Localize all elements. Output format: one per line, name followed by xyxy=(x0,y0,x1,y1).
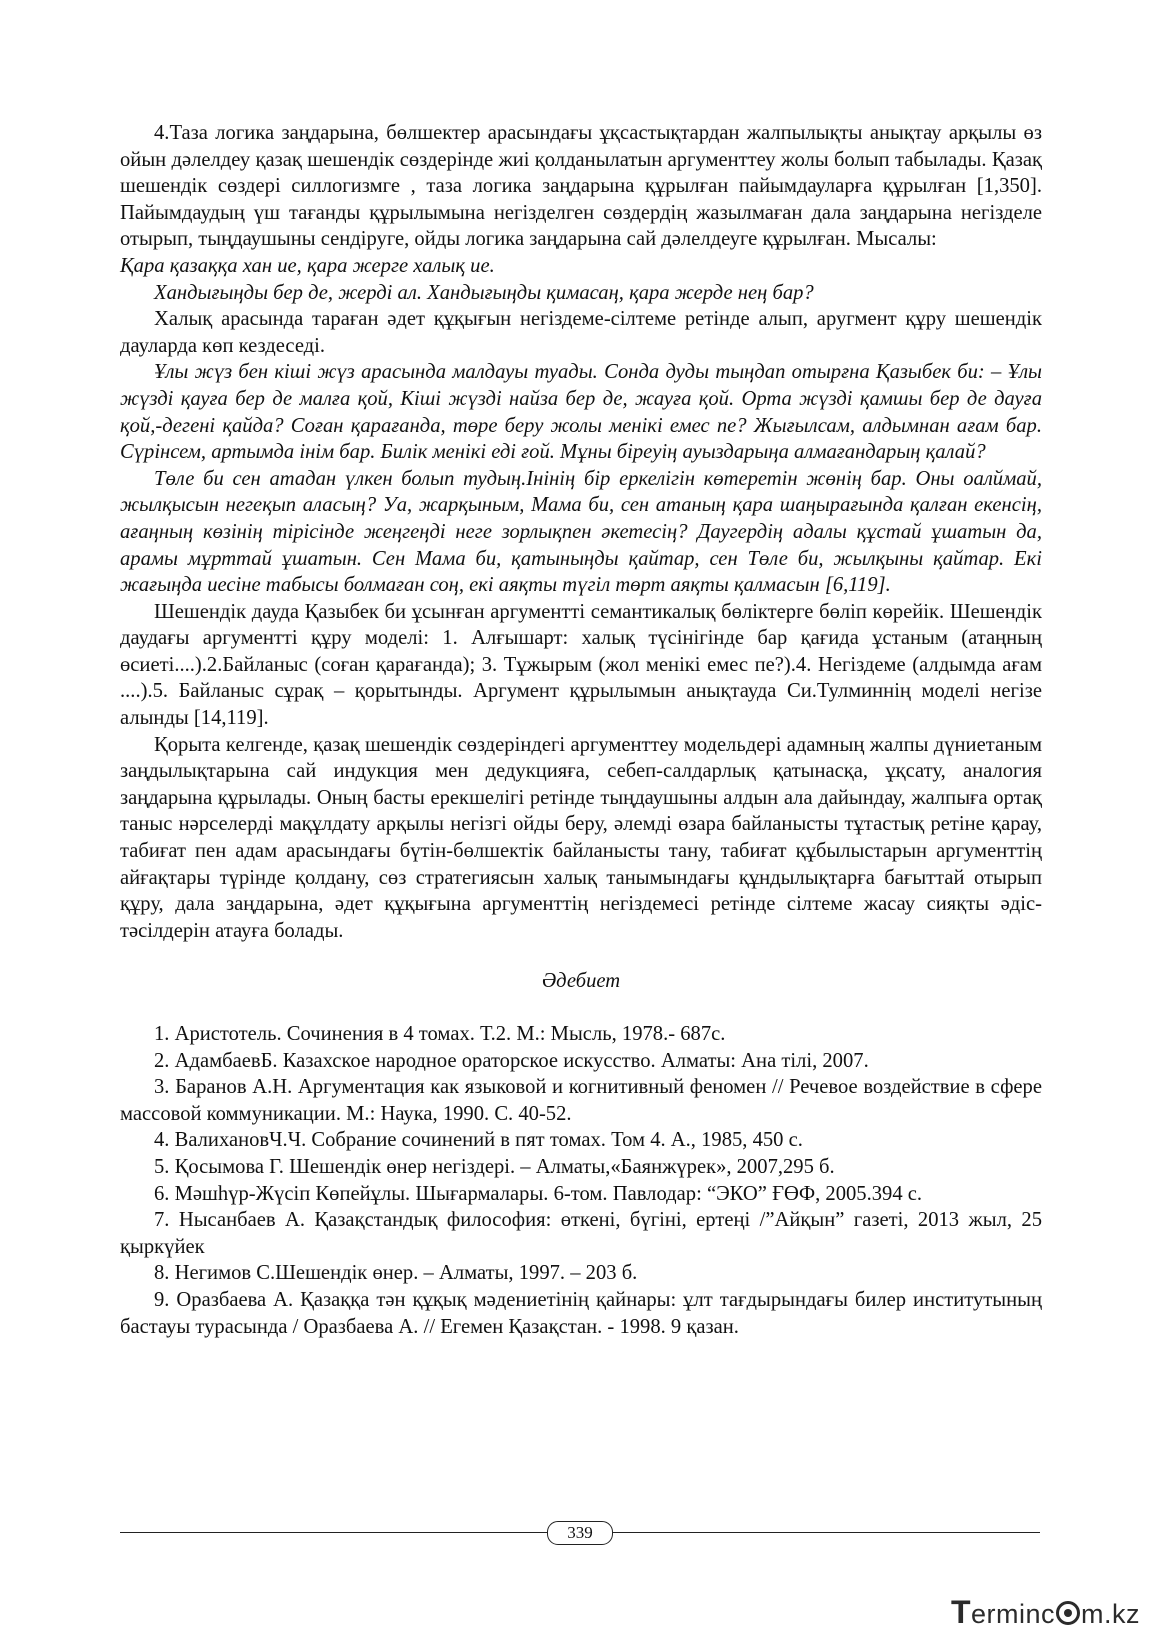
quote-4: Төле би сен атадан үлкен болып тудың.Інінің бір еркелігін көтеретін жөнің бар. Оны оалймай, жылқысын негеқып аласың? Уа, жарқыным, Мама би, сен атаның қара шаңырағында қалған екенсің, ағаңның көзінің тірісінде жеңгеңді неге зорлықпен әкетесің? Даугердің адалы құстай ұшатын да, арамы мұрттай ұшатын. Сен Мама би, қатыныңды қайтар, сен Төле би, жылқыны қайтар. Екі жағыңда иесіне табысы болмаған соң, екі аяқты түгіл төрт аяқты қалмасын [6,119]. xyxy=(120,467,1042,597)
reference-item: 1. Аристотель. Сочинения в 4 томах. Т.2. М.: Мысль, 1978.- 687с. xyxy=(154,1023,726,1045)
watermark-first-letter: T xyxy=(950,1594,971,1630)
body-paragraph-1: 4.Таза логика заңдарына, бөлшектер арасындағы ұқсастықтардан жалпылықты анықтау арқылы өз ойын дәлелдеу қазақ шешендік сөздерінде жиі қолданылатын аргументтеу жолы болып табылады. Қазақ шешендік сөздері силлогизмге , таза логика заңдарына құрылған пайымдауларға құрылған [1,350]. Пайымдаудың үш тағанды құрылымына негізделген сөздердің жазылмаған дала заңдарына негізделе отырып, тыңдаушыны сендіруге, ойды логика заңдарына сай дәлелдеуге құрылған. Мысалы: xyxy=(120,122,1042,251)
quote-1: Қара қазаққа хан ие, қара жерге халық ие. xyxy=(120,254,495,277)
reference-item: 6. Мәшһүр-Жүсіп Көпейұлы. Шығармалары. 6-том. Павлодар: “ЭКО” ҒӨФ, 2005.394 с. xyxy=(154,1182,923,1205)
body-paragraph-4: Қорыта келгенде, қазақ шешендік сөздеріндегі аргументтеу модельдері адамның жалпы дүниетаным заңдылықтарына сай индукция мен дедукцияға, себеп-салдарлық қатынасқа, ұқсату, аналогия заңдарына құрылады. Оның басты ерекшелігі ретінде тыңдаушыны алдын ала дайындау, жалпыға ортақ таныс нәрселерді мақұлдату арқылы негізгі ойды беру, әлемді өзара байланысты тұтастық ретіне қарау, табиғат пен адам арасындағы бүтін-бөлшектік байланысты тану, табиғат құбылыстарын аргументтің айғақтары түрінде қолдану, сөз стратегиясын халық танымындағы құндылықтарға бағыттай отырып құру, дала заңдарына, әдет құқығына аргументтің негіздемесі ретінде сілтеме жасау сияқты әдіс-тәсілдерін атауға болады. xyxy=(120,733,1042,942)
references-heading: Әдебиет xyxy=(541,970,621,993)
reference-item: 2. АдамбаевБ. Казахское народное ораторское искусство. Алматы: Ана тілі, 2007. xyxy=(154,1049,869,1072)
reference-item: 8. Негимов С.Шешендік өнер. – Алматы, 1997. – 203 б. xyxy=(154,1262,638,1285)
footer-rule-left xyxy=(120,1532,547,1533)
page-number: 339 xyxy=(547,1521,613,1545)
reference-item: 7. Нысанбаев А. Қазақстандық философия: өткені, бүгіні, ертеңі /”Айқын” газеті, 2013 жыл, 25 қыркүйек xyxy=(120,1209,1042,1258)
reference-item: 5. Қосымова Г. Шешендік өнер негіздері. – Алматы,«Баянжүрек», 2007,295 б. xyxy=(154,1155,835,1178)
reference-item: 4. ВалихановЧ.Ч. Собрание сочинений в пят томах. Том 4. А., 1985, 450 с. xyxy=(154,1129,803,1152)
reference-item: 9. Оразбаева А. Қазаққа тән құқық мәдениетінің қайнары: ұлт тағдырындағы билер институтының бастауы турасында / Оразбаева А. // Егемен Қазақстан. - 1998. 9 қазан. xyxy=(120,1288,1042,1338)
watermark-logo xyxy=(951,1595,1140,1629)
page-content xyxy=(120,120,1042,1340)
body-paragraph-3: Шешендік дауда Қазыбек би ұсынған аргументті семантикалық бөліктерге бөліп көрейік. Шешендік даудағы аргументті құру моделі: 1. Алғышарт: халық түсінігінде бар қағида ұстаным (атаңның өсиеті....).2.Байланыс (соған қарағанда); 3. Тұжырым (жол менікі емес пе?).4. Негіздеме (алдымда ағам ....).5. Байланыс сұрақ – қорытынды. Аргумент құрылымын анықтауда Си.Тулминнің моделі негізе алынды [14,119]. xyxy=(120,600,1042,730)
watermark-end: m.kz xyxy=(1081,1599,1140,1629)
footer-rule-right xyxy=(613,1532,1040,1533)
quote-2: Хандығыңды бер де, жерді ал. Хандығыңды қимасаң, қара жерде нең бар? xyxy=(154,281,814,304)
quote-3: Ұлы жүз бен кіші жүз арасында малдауы туады. Сонда дуды тыңдап отырғна Қазыбек би: – Ұлы жүзді қауға бер де малға қой, Кіші жүзді найза бер де, жауға қой. Орта жүзді қамшы бер де дауға қой,-дегені қайда? Соған қарағанда, төре беру жолы менікі емес пе? Жығылсам, алдымнан ағам бар. Сүрінсем, артымда інім бар. Билік менікі еді ғой. Мұны біреуің ауыздарыңа алмағандарың қалай? xyxy=(120,361,1042,464)
watermark-middle: erminc xyxy=(970,1599,1055,1629)
body-paragraph-2: Халық арасында тараған әдет құқығын негіздеме-сілтеме ретінде алып, аругмент құру шешендік дауларда көп кездеседі. xyxy=(120,308,1042,357)
reference-item: 3. Баранов А.Н. Аргументация как языковой и когнитивный феномен // Речевое воздействие в сфере массовой коммуникации. М.: Наука, 1990. С. 40-52. xyxy=(120,1076,1042,1125)
target-icon xyxy=(1056,1601,1080,1625)
